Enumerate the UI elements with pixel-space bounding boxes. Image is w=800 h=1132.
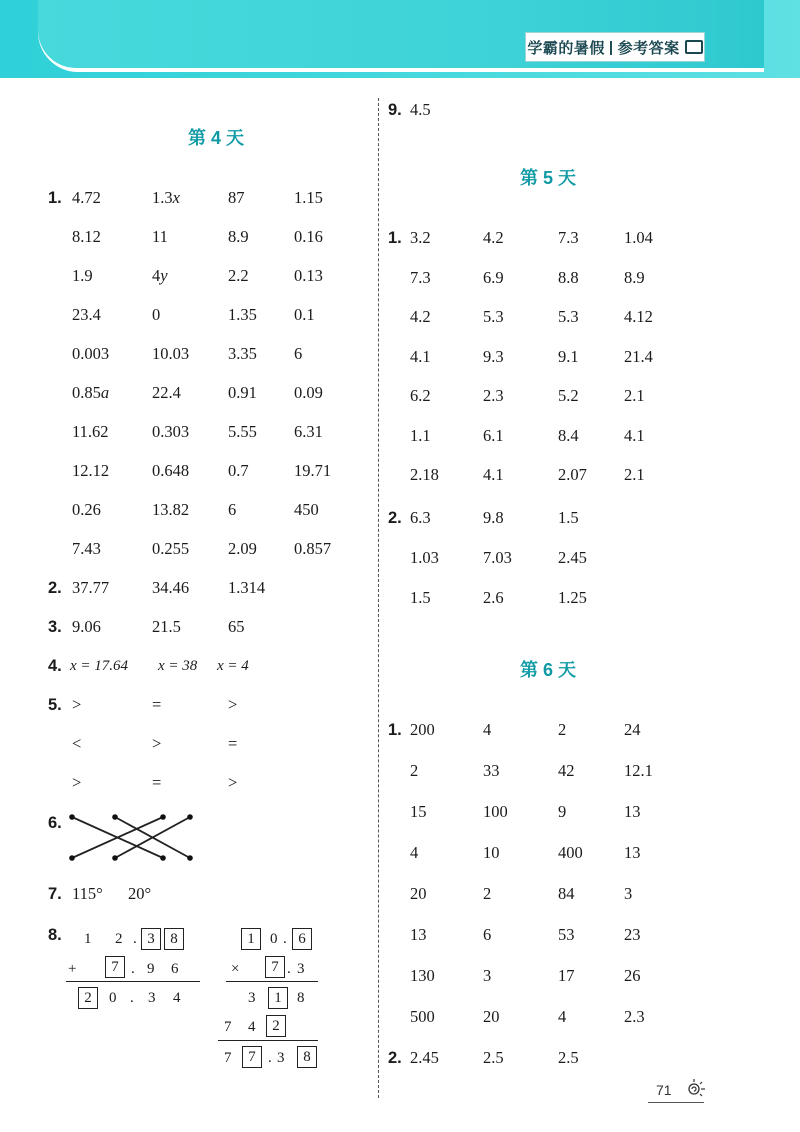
day4-q1_rows-r5-c3: 0.09	[294, 383, 323, 402]
day4-q1_rows-r2-c2: 2.2	[228, 266, 249, 285]
column-divider	[378, 98, 379, 1098]
day5-q2_rows-r1-c2: 2.45	[558, 548, 587, 567]
day6-q1_rows-r4-c2: 84	[558, 884, 575, 903]
book-title: 学霸的暑假	[527, 39, 605, 57]
day4-q1_rows-label: 1.	[48, 189, 62, 207]
add-r2-d1: 9	[147, 961, 155, 977]
day6-q1_rows-r7-c2: 4	[558, 1007, 567, 1026]
day4-q1_rows-r9-c1: 0.255	[152, 539, 190, 558]
day5-q2_rows-r2-c0: 1.5	[410, 588, 431, 607]
mul-times-sign: ×	[231, 961, 240, 977]
day4-q9-value: 4.5	[410, 100, 431, 119]
day5-q1_rows-r6-c3: 2.1	[624, 465, 645, 484]
day5-q1_rows-r5-c1: 6.1	[483, 425, 504, 445]
day6-q1_rows-r7-c0: 500	[410, 1007, 435, 1026]
header-tag	[525, 32, 705, 62]
add-sum-line	[66, 981, 200, 982]
day4-q1_rows-r8-c3: 450	[294, 500, 319, 519]
page-number-underline	[648, 1102, 704, 1103]
day5-q1_rows-r1-c1: 6.9	[483, 267, 504, 287]
day6-q1_rows-r2-c1: 100	[483, 802, 508, 821]
day4-q1_rows-r0-c0: 4.72	[72, 188, 101, 207]
day5-q2_rows-label: 2.	[388, 509, 402, 527]
day4-q2-label: 2.	[48, 579, 62, 597]
day4-q1_rows-r7-c2: 0.7	[228, 461, 249, 480]
day5-q2_rows-r0-c1: 9.8	[483, 508, 504, 527]
add-res-dot: .	[130, 990, 134, 1006]
mul-p2-box: 2	[266, 1015, 286, 1037]
day4-q5_rows-r2-c2: >	[228, 773, 238, 792]
day4-q1_rows-r0-c2: 87	[228, 188, 245, 207]
day6-q1_rows-r0-c1: 4	[483, 720, 492, 739]
day4-q1_rows-r0-c1: 1.3x	[152, 188, 180, 207]
day4-q2-c: 1.314	[228, 578, 266, 597]
mul-res-dot: .	[268, 1050, 272, 1066]
day4-q1_rows-r5-c1: 22.4	[152, 383, 181, 402]
day5-q1_rows-r6-c0: 2.18	[410, 465, 439, 484]
day5-q1_rows-r4-c2: 5.2	[558, 386, 579, 405]
day6-q1_rows-r3-c1: 10	[483, 843, 500, 862]
mul-r2-d1: 3	[297, 961, 305, 977]
day4-q1_rows-r6-c3: 6.31	[294, 422, 323, 441]
day5-q1_rows-r6-c1: 4.1	[483, 465, 504, 484]
day6-q1_rows-r4-c3: 3	[624, 884, 633, 903]
day6-q1_rows-r6-c1: 3	[483, 966, 492, 985]
day4-q1_rows-r9-c3: 0.857	[294, 539, 332, 558]
day6-q1_rows-r4-c1: 2	[483, 884, 492, 903]
day6-q1_rows-r5-c1: 6	[483, 925, 492, 944]
day5-q2_rows-r1-c1: 7.03	[483, 548, 512, 567]
day6-q1_rows-r3-c3: 13	[624, 843, 641, 862]
day6-title: 第 6 天	[520, 660, 577, 680]
mul-r2-dot: .	[287, 961, 291, 977]
add-r1-d2: 2	[115, 931, 123, 947]
mul-r1-dot: .	[283, 931, 287, 947]
mul-p1-d2: 8	[297, 990, 305, 1006]
day4-q5_rows-r2-c0: >	[72, 773, 82, 792]
day5-q1_rows-r0-c1: 4.2	[483, 228, 504, 247]
mul-p1-d1: 3	[248, 990, 256, 1006]
day4-q1_rows-r5-c0: 0.85a	[72, 383, 110, 402]
day5-q1_rows-r3-c1: 9.3	[483, 346, 504, 366]
day4-q1_rows-r4-c2: 3.35	[228, 344, 257, 363]
day4-q1_rows-r1-c1: 11	[152, 227, 168, 246]
day6-q2-label: 2.	[388, 1049, 402, 1067]
day5-q1_rows-label: 1.	[388, 229, 402, 247]
day6-q1_rows-r1-c0: 2	[410, 761, 419, 780]
day4-q5_rows-r0-c2: >	[228, 695, 238, 714]
day6-q1_rows-r6-c3: 26	[624, 966, 641, 985]
mul-res-box2: 8	[297, 1046, 317, 1068]
day6-q1_rows-r3-c2: 400	[558, 843, 583, 862]
day4-q3-a: 9.06	[72, 617, 101, 636]
day5-q1_rows-r3-c3: 21.4	[624, 346, 653, 366]
day4-title: 第 4 天	[188, 128, 245, 148]
day6-q1_rows-r6-c2: 17	[558, 966, 575, 985]
day5-q2_rows-r2-c1: 2.6	[483, 588, 504, 607]
day4-q1_rows-r1-c0: 8.12	[72, 227, 101, 246]
day4-q5_rows-r0-c1: =	[152, 695, 162, 714]
add-res-d2: 3	[148, 990, 156, 1006]
day4-q1_rows-r5-c2: 0.91	[228, 383, 257, 402]
day4-q1_rows-r3-c2: 1.35	[228, 305, 257, 324]
day5-title: 第 5 天	[520, 168, 577, 188]
day6-q1_rows-r5-c2: 53	[558, 925, 575, 944]
day4-q1_rows-r2-c3: 0.13	[294, 266, 323, 285]
mul-r2-box: 7	[265, 956, 285, 978]
add-r1-box1: 3	[141, 928, 161, 950]
day4-q6-label: 6.	[48, 814, 62, 832]
day4-q9-label: 9.	[388, 101, 402, 119]
day4-q1_rows-r8-c2: 6	[228, 500, 237, 519]
mul-line-2	[218, 1040, 318, 1041]
day4-q5_rows-r1-c1: >	[152, 734, 162, 753]
mul-r1-box1: 1	[241, 928, 261, 950]
day6-q1_rows-r0-c3: 24	[624, 720, 641, 739]
day4-q1_rows-r2-c0: 1.9	[72, 266, 93, 285]
add-res-box: 2	[78, 987, 98, 1009]
day4-q1_rows-r4-c1: 10.03	[152, 344, 190, 363]
day5-q1_rows-r3-c0: 4.1	[410, 346, 431, 366]
day6-q1_rows-r5-c0: 13	[410, 925, 427, 944]
book-icon	[685, 40, 703, 54]
day4-q7-b: 20°	[128, 884, 152, 903]
add-plus-sign: +	[68, 961, 77, 977]
day5-q1_rows-r2-c0: 4.2	[410, 307, 431, 326]
mul-r1-d1: 0	[270, 931, 278, 947]
day4-q1_rows-r7-c0: 12.12	[72, 461, 110, 480]
day5-q2_rows-r0-c0: 6.3	[410, 508, 431, 527]
day4-q7-label: 7.	[48, 885, 62, 903]
day5-q1_rows-r1-c3: 8.9	[624, 267, 645, 287]
day4-q1_rows-r4-c3: 6	[294, 344, 303, 363]
day4-q1_rows-r7-c3: 19.71	[294, 461, 332, 480]
day5-q2_rows-r0-c2: 1.5	[558, 508, 579, 527]
day6-q1_rows-r2-c0: 15	[410, 802, 427, 821]
day4-q2-a: 37.77	[72, 578, 110, 597]
day4-q3-b: 21.5	[152, 617, 181, 636]
day4-q1_rows-r3-c1: 0	[152, 305, 161, 324]
day5-q1_rows-r2-c2: 5.3	[558, 307, 579, 326]
day5-q1_rows-r4-c3: 2.1	[624, 386, 645, 405]
add-r1-dot: .	[133, 931, 137, 947]
day5-q1_rows-r1-c2: 8.8	[558, 267, 579, 287]
day6-q1_rows-r2-c2: 9	[558, 802, 567, 821]
day6-q1_rows-r7-c3: 2.3	[624, 1007, 645, 1026]
add-r2-d2: 6	[171, 961, 179, 977]
mul-res-d2: 3	[277, 1050, 285, 1066]
day4-q1_rows-r8-c1: 13.82	[152, 500, 190, 519]
day6-q2-a: 2.45	[410, 1048, 439, 1067]
mul-p2-d2: 4	[248, 1019, 256, 1035]
mul-p1-box: 1	[268, 987, 288, 1009]
day4-q5-label: 5.	[48, 696, 62, 714]
day4-q4-label: 4.	[48, 657, 62, 675]
day4-q3-label: 3.	[48, 618, 62, 636]
add-r1-d1: 1	[84, 931, 92, 947]
day5-q1_rows-r5-c3: 4.1	[624, 425, 645, 445]
day4-q1_rows-r3-c0: 23.4	[72, 305, 101, 324]
day6-q1_rows-r5-c3: 23	[624, 925, 641, 944]
day4-q1_rows-r1-c3: 0.16	[294, 227, 323, 246]
day4-q1_rows-r9-c0: 7.43	[72, 539, 101, 558]
day5-q1_rows-r2-c1: 5.3	[483, 307, 504, 326]
day4-q1_rows-r6-c1: 0.303	[152, 422, 190, 441]
day4-q1_rows-r1-c2: 8.9	[228, 227, 249, 246]
day4-q2-b: 34.46	[152, 578, 190, 597]
day4-q1_rows-r6-c0: 11.62	[72, 422, 109, 441]
add-r2-dot: .	[131, 961, 135, 977]
day4-q1_rows-r4-c0: 0.003	[72, 344, 110, 363]
day4-q1_rows-r2-c1: 4y	[152, 266, 168, 285]
day4-q1_rows-r7-c1: 0.648	[152, 461, 190, 480]
day4-q3-c: 65	[228, 617, 245, 636]
day5-q2_rows-r2-c2: 1.25	[558, 588, 587, 607]
day6-q1_rows-r3-c0: 4	[410, 843, 419, 862]
day4-q5_rows-r1-c0: <	[72, 734, 82, 753]
section-title: 参考答案	[617, 39, 680, 57]
header-separator: |	[608, 38, 614, 56]
day4-q1_rows-r0-c3: 1.15	[294, 188, 323, 207]
add-r2-box: 7	[105, 956, 125, 978]
day6-q1_rows-r2-c3: 13	[624, 802, 641, 821]
mul-res-d1: 7	[224, 1050, 232, 1066]
day4-q4-a: x = 17.64	[70, 658, 129, 674]
day6-q1_rows-r1-c2: 42	[558, 761, 575, 780]
add-res-d3: 4	[173, 990, 181, 1006]
day4-q1_rows-r8-c0: 0.26	[72, 500, 101, 519]
day5-q1_rows-r3-c2: 9.1	[558, 346, 579, 366]
day5-q1_rows-r5-c2: 8.4	[558, 425, 579, 445]
mul-p2-d1: 7	[224, 1019, 232, 1035]
day4-q5_rows-r2-c1: =	[152, 773, 162, 792]
day5-q1_rows-r0-c3: 1.04	[624, 228, 653, 247]
day6-q1_rows-label: 1.	[388, 721, 402, 739]
page-number: 71	[656, 1082, 672, 1098]
day4-q4-c: x = 4	[217, 658, 249, 674]
day4-q5_rows-r1-c2: =	[228, 734, 238, 753]
day5-q1_rows-r0-c2: 7.3	[558, 228, 579, 247]
add-r1-box2: 8	[164, 928, 184, 950]
day4-q5_rows-r0-c0: >	[72, 695, 82, 714]
day6-q1_rows-r4-c0: 20	[410, 884, 427, 903]
day5-q1_rows-r6-c2: 2.07	[558, 465, 587, 484]
day4-q4-b: x = 38	[158, 658, 198, 674]
mul-res-box1: 7	[242, 1046, 262, 1068]
day5-q1_rows-r0-c0: 3.2	[410, 228, 431, 247]
add-res-d1: 0	[109, 990, 117, 1006]
day6-q1_rows-r0-c2: 2	[558, 720, 567, 739]
day6-q1_rows-r1-c3: 12.1	[624, 761, 653, 780]
mul-line-1	[226, 981, 318, 982]
day4-q7-a: 115°	[72, 884, 103, 903]
day6-q1_rows-r7-c1: 20	[483, 1007, 500, 1026]
day6-q1_rows-r0-c0: 200	[410, 720, 435, 739]
day6-q2-c: 2.5	[558, 1048, 579, 1067]
day5-q1_rows-r4-c0: 6.2	[410, 386, 431, 405]
matching-lines-diagram	[60, 808, 200, 868]
day4-q8-label: 8.	[48, 926, 62, 944]
day4-q1_rows-r3-c3: 0.1	[294, 305, 315, 324]
day5-q1_rows-r2-c3: 4.12	[624, 307, 653, 326]
day6-q2-b: 2.5	[483, 1048, 504, 1067]
day5-q1_rows-r5-c0: 1.1	[410, 425, 431, 445]
day6-q1_rows-r6-c0: 130	[410, 966, 435, 985]
day4-q1_rows-r9-c2: 2.09	[228, 539, 257, 558]
sun-swirl-icon	[682, 1078, 708, 1100]
day4-q1_rows-r6-c2: 5.55	[228, 422, 257, 441]
day5-q2_rows-r1-c0: 1.03	[410, 548, 439, 567]
day6-q1_rows-r1-c1: 33	[483, 761, 500, 780]
day5-q1_rows-r1-c0: 7.3	[410, 267, 431, 287]
day5-q1_rows-r4-c1: 2.3	[483, 386, 504, 405]
mul-r1-box2: 6	[292, 928, 312, 950]
